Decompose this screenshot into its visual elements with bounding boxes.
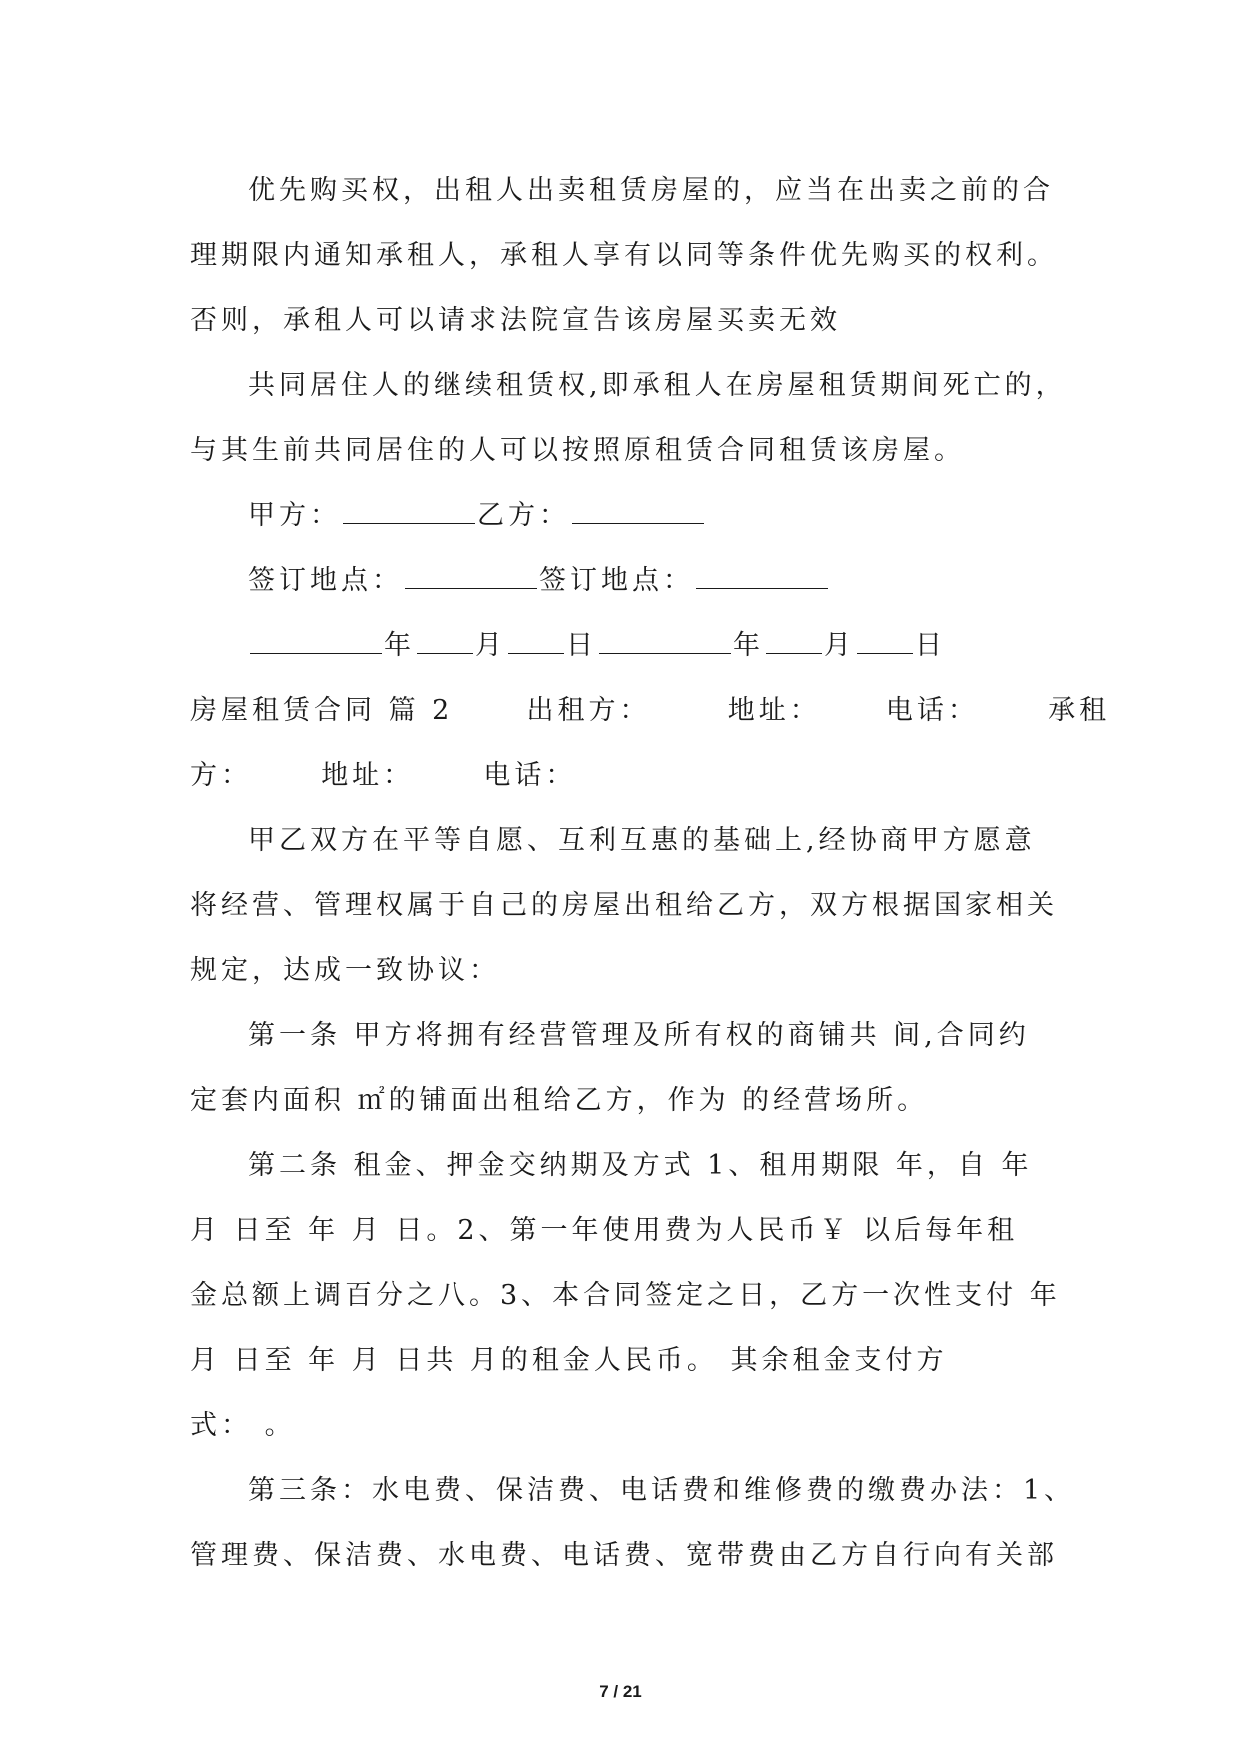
day-blank	[857, 631, 913, 654]
year-label: 年	[733, 630, 764, 661]
text-line: 月 日至 年 月 日共 月的租金人民币。 其余租金支付方	[190, 1345, 948, 1376]
phone-label: 电话：	[483, 760, 577, 791]
signature-date-line	[190, 613, 1070, 678]
day-blank	[508, 631, 564, 654]
address-label: 地址：	[727, 695, 821, 726]
month-label: 月	[475, 630, 506, 661]
section-title: 房屋租赁合同	[190, 695, 376, 726]
text-line: 金总额上调百分之八。3、本合同签定之日，乙方一次性支付 年	[190, 1280, 1061, 1311]
text-line: 第一条 甲方将拥有经营管理及所有权的商铺共 间,合同约	[248, 1020, 1030, 1051]
signing-place-label: 签订地点：	[248, 565, 403, 596]
section-heading-line-cont	[190, 743, 1070, 808]
signature-place-line	[190, 548, 1070, 613]
party-b-blank	[572, 501, 704, 524]
lessee-label-cont: 方：	[190, 760, 252, 791]
year-label: 年	[384, 630, 415, 661]
text-line: 优先购买权，出租人出卖租赁房屋的，应当在出卖之前的合	[248, 175, 1054, 206]
document-body	[190, 158, 1111, 1588]
party-a-blank	[343, 501, 475, 524]
year-blank	[599, 631, 731, 654]
text-line: 式： 。	[190, 1410, 296, 1441]
day-label: 日	[915, 630, 946, 661]
party-a-label: 甲方：	[248, 500, 341, 531]
section-heading-line	[190, 678, 1111, 743]
text-line: 第二条 租金、押金交纳期及方式 1、租用期限 年，自 年	[248, 1150, 1033, 1181]
lessee-label: 承租	[1048, 695, 1111, 726]
text-line: 管理费、保洁费、水电费、电话费、宽带费由乙方自行向有关部	[190, 1540, 1058, 1571]
signature-parties-line	[190, 483, 1070, 548]
month-blank	[417, 631, 473, 654]
day-label: 日	[566, 630, 597, 661]
signing-place-blank	[696, 566, 828, 589]
phone-label: 电话：	[885, 695, 979, 726]
section-number: 篇 2	[388, 695, 454, 726]
text-line: 共同居住人的继续租赁权,即承租人在房屋租赁期间死亡的，	[248, 370, 1067, 401]
party-b-label: 乙方：	[477, 500, 570, 531]
text-line: 否则，承租人可以请求法院宣告该房屋买卖无效	[190, 305, 841, 336]
text-line: 规定，达成一致协议：	[190, 955, 500, 986]
month-label: 月	[824, 630, 855, 661]
signing-place-blank	[405, 566, 537, 589]
text-line: 将经营、管理权属于自己的房屋出租给乙方，双方根据国家相关	[190, 890, 1058, 921]
address-label: 地址：	[321, 760, 415, 791]
text-line: 月 日至 年 月 日。2、第一年使用费为人民币￥ 以后每年租	[190, 1215, 1019, 1246]
text-line: 甲乙双方在平等自愿、互利互惠的基础上,经协商甲方愿意	[248, 825, 1036, 856]
text-line: 与其生前共同居住的人可以按照原租赁合同租赁该房屋。	[190, 435, 965, 466]
year-blank	[250, 631, 382, 654]
signing-place-label: 签订地点：	[539, 565, 694, 596]
page-number: 7 / 21	[599, 1682, 642, 1701]
text-line: 理期限内通知承租人，承租人享有以同等条件优先购买的权利。	[190, 240, 1058, 271]
lessor-label: 出租方：	[526, 695, 651, 726]
month-blank	[766, 631, 822, 654]
text-line: 定套内面积 ㎡的铺面出租给乙方，作为 的经营场所。	[190, 1085, 929, 1116]
text-line: 第三条：水电费、保洁费、电话费和维修费的缴费办法：1、	[248, 1475, 1076, 1506]
